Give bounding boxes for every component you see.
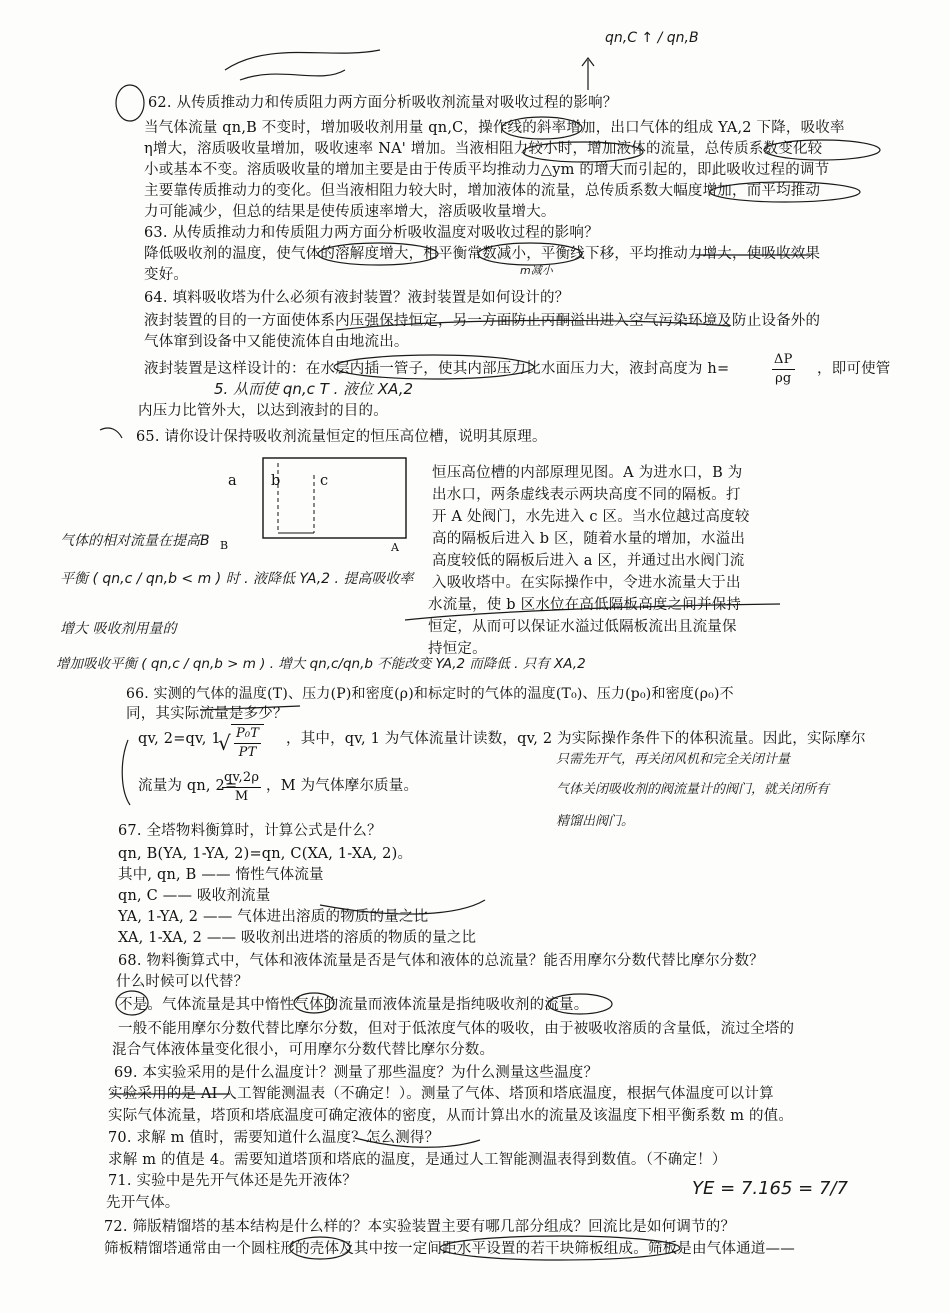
handwriting-bottom-right: YE = 7.165 = 7/7: [692, 1178, 848, 1199]
underline-flow: [405, 604, 780, 620]
q69-title: 69. 本实验采用的是什么温度计？测量了那些温度？为什么测量这些温度？: [114, 1065, 599, 1081]
circle-sieve-plates: [440, 1236, 680, 1260]
q66-line3-pre: 流量为 qn, 2=: [138, 778, 238, 794]
handwriting-right-2: 气体关闭吸收剂的阀流量计的阀门，就关闭所有: [556, 782, 830, 797]
handwriting-left-4: 增加吸收平衡 ( qn,c / qn,b > m ) . 增大 qn,c/qn,b 不能改变 YA,2 而降低 . 只有 XA,2: [56, 656, 586, 672]
underline-purpose: [336, 320, 730, 330]
q64-frac-den: ρg: [775, 371, 792, 386]
q68-title: 68. 物料衡算式中，气体和液体流量是否是气体和液体的总流量？能否用摩尔分数代替比摩尔分数？: [118, 953, 764, 969]
circle-pure-solvent: [548, 994, 612, 1014]
underline-q70: [355, 1138, 480, 1147]
q66-after-formula: ，其中，qv, 1 为气体流量计读数，qv, 2 为实际操作条件下的体积流量。因此，实际摩尔: [286, 731, 866, 747]
circle-liquid-resistance: [523, 142, 643, 162]
q69-line-1: 实验采用的是 AI 人工智能测温表（不确定！）。测量了气体、塔顶和塔底温度，根据气体温度可以计算: [108, 1086, 774, 1102]
q70-title: 70. 求解 m 值时，需要知道什么温度？怎么测得？: [108, 1130, 440, 1146]
q66-line3-post: ，M 为气体摩尔质量。: [266, 778, 419, 794]
underline-q67: [320, 900, 485, 914]
q70-line: 求解 m 的值是 4。需要知道塔顶和塔底的温度，是通过人工智能测温表得到数值。（不确定！）: [108, 1152, 727, 1168]
circle-solubility: [318, 243, 438, 265]
diagram-label-c: c: [320, 473, 329, 489]
q63-line-1: 降低吸收剂的温度，使气体的溶解度增大，相平衡常数减小，平衡线下移，平均推动力增大，使吸收效果: [144, 246, 821, 262]
circle-slope: [502, 117, 582, 139]
q68-line-2: 不是。气体流量是其中惰性气体的流量而液体流量是指纯吸收剂的流量。: [118, 997, 589, 1013]
q72-title: 72. 筛版精馏塔的基本结构是什么样的？本实验装置主要有哪几部分组成？回流比是如何调节的？: [104, 1219, 736, 1235]
q66-title: 66. 实测的气体的温度(T)、压力(P)和密度(ρ)和标定时的气体的温度(T₀)、压力(p₀)和密度(ρ₀)不: [126, 686, 734, 702]
bracket-q66: [122, 740, 130, 805]
q66-frac2-den: M: [234, 789, 249, 804]
q67-row-3: YA, 1-YA, 2 —— 气体进出溶质的物质的量之比: [118, 909, 429, 925]
q63-line-2: 变好。: [144, 267, 189, 283]
top-squiggle-2: [240, 70, 345, 80]
q66-title-2: 同，其实际流量是多少？: [126, 706, 288, 722]
q65-line-8: 恒定，从而可以保证水溢过低隔板流出且流量保: [428, 619, 737, 635]
q71-line: 先开气体。: [106, 1195, 180, 1211]
circle-coef-increase: [710, 182, 860, 202]
circle-equilibrium: [478, 243, 582, 265]
q67-row-2: qn, C —— 吸收剂流量: [118, 888, 271, 904]
q63-title: 63. 从传质推动力和传质阻力两方面分析吸收温度对吸收过程的影响？: [144, 225, 599, 241]
handwriting-under-q64: 5. 从而使 qn,c T . 液位 XA,2: [214, 380, 414, 398]
q62-line-1: 当气体流量 qn,B 不变时，增加吸收剂用量 qn,C，操作线的斜率增加，出口气体的组成 YA,2 下降，吸收率: [144, 120, 845, 136]
q62-title: 62. 从传质推动力和传质阻力两方面分析吸收剂流量对吸收过程的影响？: [148, 95, 618, 111]
q64-line-4: 内压力比管外大，以达到液封的目的。: [138, 403, 388, 419]
q64-line-1: 液封装置的目的一方面使体系内压强保持恒定，另一方面防止丙酮溢出进入空气污染环境及防止设备外的: [144, 313, 821, 329]
q65-title: 65. 请你设计保持吸收剂流量恒定的恒压高位槽，说明其原理。: [136, 429, 547, 445]
diagram-label-b: b: [271, 473, 281, 489]
q66-sqrt-den: PT: [238, 745, 257, 760]
circle-no: [116, 991, 148, 1015]
handwriting-left-1: 气体的相对流量在提高B: [60, 533, 210, 549]
underline-q66: [200, 706, 300, 710]
q62-line-2: η增大，溶质吸收量增加，吸收速率 NA' 增加。当液相阻力较小时，增加液体的流量，总传质系数变化较: [144, 141, 823, 157]
q65-line-4: 高的隔板后进入 b 区，随着水量的增加，水溢出: [432, 531, 746, 547]
q65-line-3: 开 A 处阀门，水先进入 c 区。当水位越过高度较: [432, 509, 750, 525]
q66-sqrt-num: P₀T: [234, 725, 261, 744]
handwriting-top-right: qn,C ↑ / qn,B: [605, 30, 699, 46]
q67-row-4: XA, 1-XA, 2 —— 吸收剂出进塔的溶质的物质的量之比: [118, 930, 477, 946]
q64-title: 64. 填料吸收塔为什么必须有液封装置？液封装置是如何设计的？: [144, 290, 570, 306]
circle-overall-coef: [764, 140, 880, 160]
q64-line-3-end: ，即可使管: [817, 361, 891, 377]
q65-line-9: 持恒定。: [428, 641, 487, 657]
q66-frac2-num: qv,2ρ: [222, 769, 261, 788]
q65-line-6: 入吸收塔中。在实际操作中，令进水流量大于出: [432, 575, 741, 591]
q65-line-1: 恒压高位槽的内部原理见图。A 为进水口，B 为: [432, 465, 743, 481]
handwriting-left-2: 平衡 ( qn,c / qn,b < m ) 时 . 液降低 YA,2 . 提高吸收率: [60, 571, 414, 587]
q65-line-7: 水流量，使 b 区水位在高低隔板高度之间并保持: [428, 597, 742, 613]
diagram-label-B: B: [220, 539, 229, 552]
circle-inert: [294, 993, 334, 1013]
q68-line-4: 混合气体液体量变化很小，可用摩尔分数代替比摩尔分数。: [112, 1042, 495, 1058]
q64-line-2: 气体窜到设备中又能使流体自由地流出。: [144, 334, 409, 350]
handwriting-m-note: m减小: [520, 264, 553, 277]
q62-line-3: 小或基本不变。溶质吸收量的增加主要是由于传质平均推动力△ym 的增大而引起的，即此吸收过程的调节: [144, 162, 830, 178]
q65-line-2: 出水口，两条虚线表示两块高度不同的隔板。打: [432, 487, 741, 503]
q64-line-3: 液封装置是这样设计的：在水层内插一管子，使其内部压力比水面压力大，液封高度为 h=: [144, 361, 730, 377]
circle-shell: [290, 1237, 350, 1259]
arrow-up-top: [582, 58, 594, 90]
q68-line-3: 一般不能用摩尔分数代替比摩尔分数，但对于低浓度气体的吸收，由于被吸收溶质的含量低，流过全塔的: [118, 1021, 795, 1037]
top-squiggle: [225, 50, 380, 70]
q67-title: 67. 全塔物料衡算时，计算公式是什么？: [118, 823, 382, 839]
circle-q62-number: [116, 85, 144, 121]
tick-q65: [100, 428, 122, 438]
q69-line-2: 实际气体流量，塔顶和塔底温度可确定液体的密度，从而计算出水的流量及该温度下相平衡系数 m 的值。: [108, 1108, 794, 1124]
q66-formula-lhs: qv, 2=qv, 1: [138, 731, 221, 747]
handwriting-right-1: 只需先开气，再关闭风机和完全关闭计量: [556, 752, 791, 767]
diagram-label-A: A: [391, 541, 400, 554]
q71-title: 71. 实验中是先开气体还是先开液体？: [108, 1173, 357, 1189]
q62-line-5: 力可能减少，但总的结果是使传质速率增大，溶质吸收量增大。: [144, 204, 556, 220]
q64-frac-num: ΔP: [772, 351, 795, 370]
handwriting-left-3: 增大 吸收剂用量的: [60, 621, 177, 637]
diagram-label-a: a: [228, 473, 237, 489]
q67-formula: qn, B(YA, 1-YA, 2)=qn, C(XA, 1-XA, 2)。: [118, 846, 413, 862]
handwriting-right-3: 精馏出阀门。: [556, 814, 635, 829]
q72-line: 筛板精馏塔通常由一个圆柱形的壳体及其中按一定间距水平设置的若干块筛板组成。筛板是由气体通道——: [104, 1241, 795, 1257]
q66-sqrt: √ $\frac{\text{P₀T}}{PT}$: [218, 724, 264, 762]
q65-line-5: 高度较低的隔板后进入 a 区，并通过出水阀门流: [432, 553, 745, 569]
q67-row-1: 其中, qn, B —— 惰性气体流量: [118, 867, 324, 883]
q68-line-1: 什么时候可以代替？: [116, 974, 249, 990]
q62-line-4: 主要靠传质推动力的变化。但当液相阻力较大时，增加液体的流量，总传质系数大幅度增加，而平均推动: [144, 183, 821, 199]
circle-liquid-seal: [334, 355, 534, 379]
